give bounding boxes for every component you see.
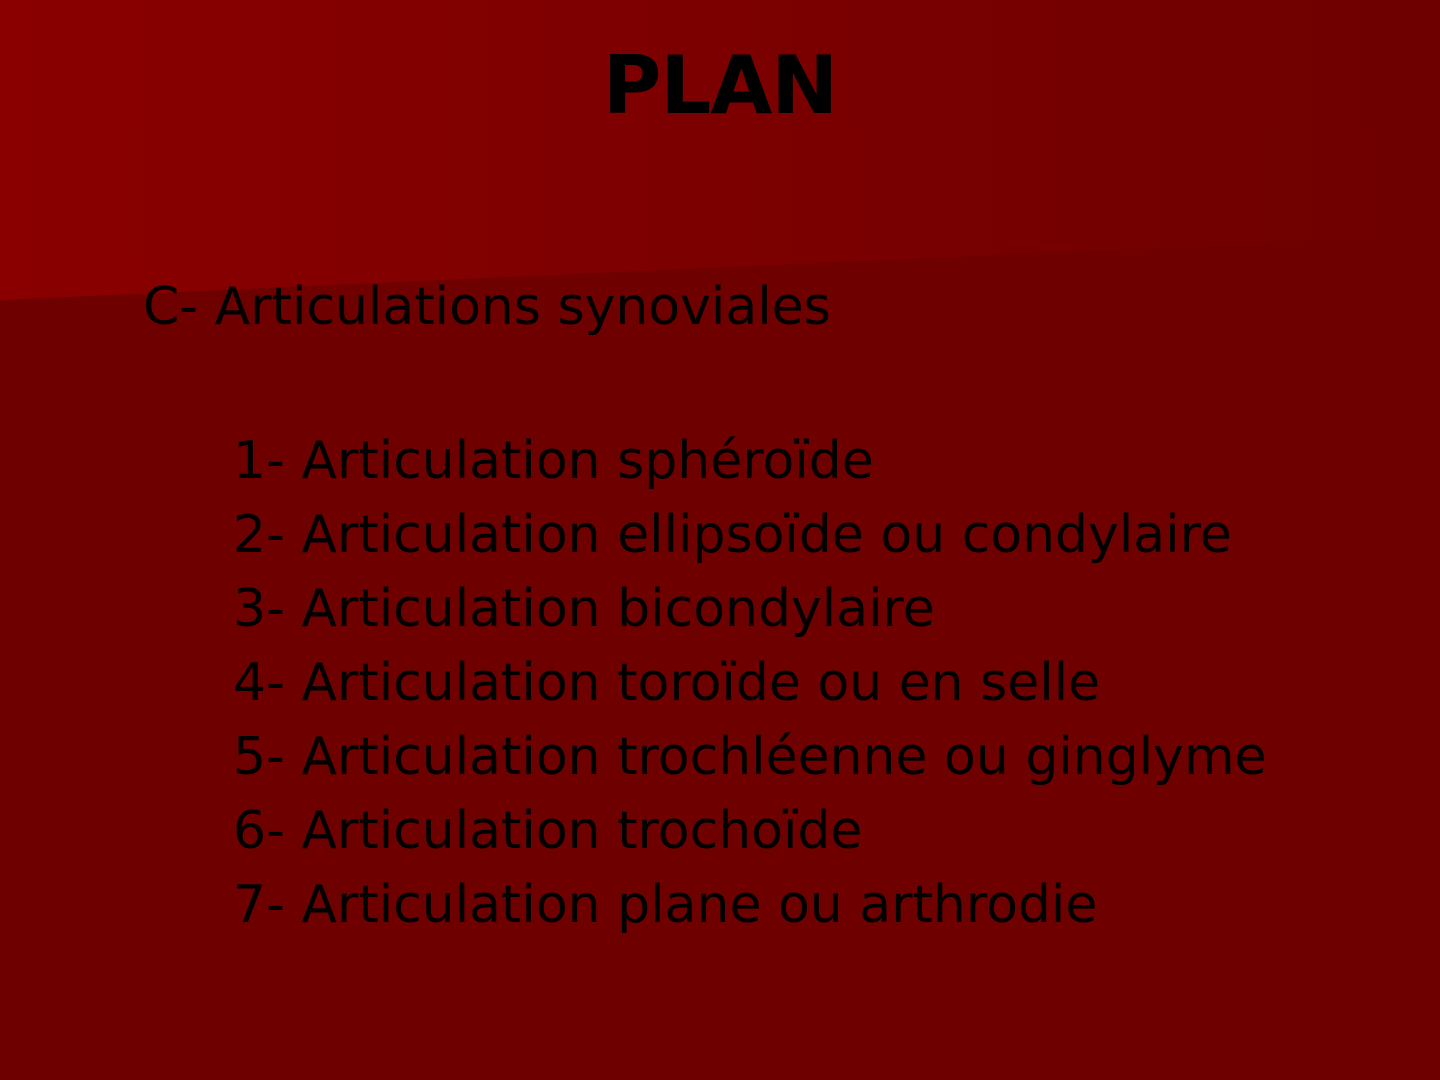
list-item: 2- Articulation ellipsoïde ou condylaire xyxy=(233,505,1232,565)
list-item: 3- Articulation bicondylaire xyxy=(233,579,935,639)
slide-title: PLAN xyxy=(602,39,838,132)
articulation-list xyxy=(233,424,1267,942)
list-item: 6- Articulation trochoïde xyxy=(233,801,863,861)
section-heading: C- Articulations synoviales xyxy=(143,277,831,337)
list-item: 1- Articulation sphéroïde xyxy=(233,431,874,491)
list-item: 7- Articulation plane ou arthrodie xyxy=(233,875,1098,935)
list-item: 5- Articulation trochléenne ou ginglyme xyxy=(233,727,1267,787)
list-item: 4- Articulation toroïde ou en selle xyxy=(233,653,1101,713)
